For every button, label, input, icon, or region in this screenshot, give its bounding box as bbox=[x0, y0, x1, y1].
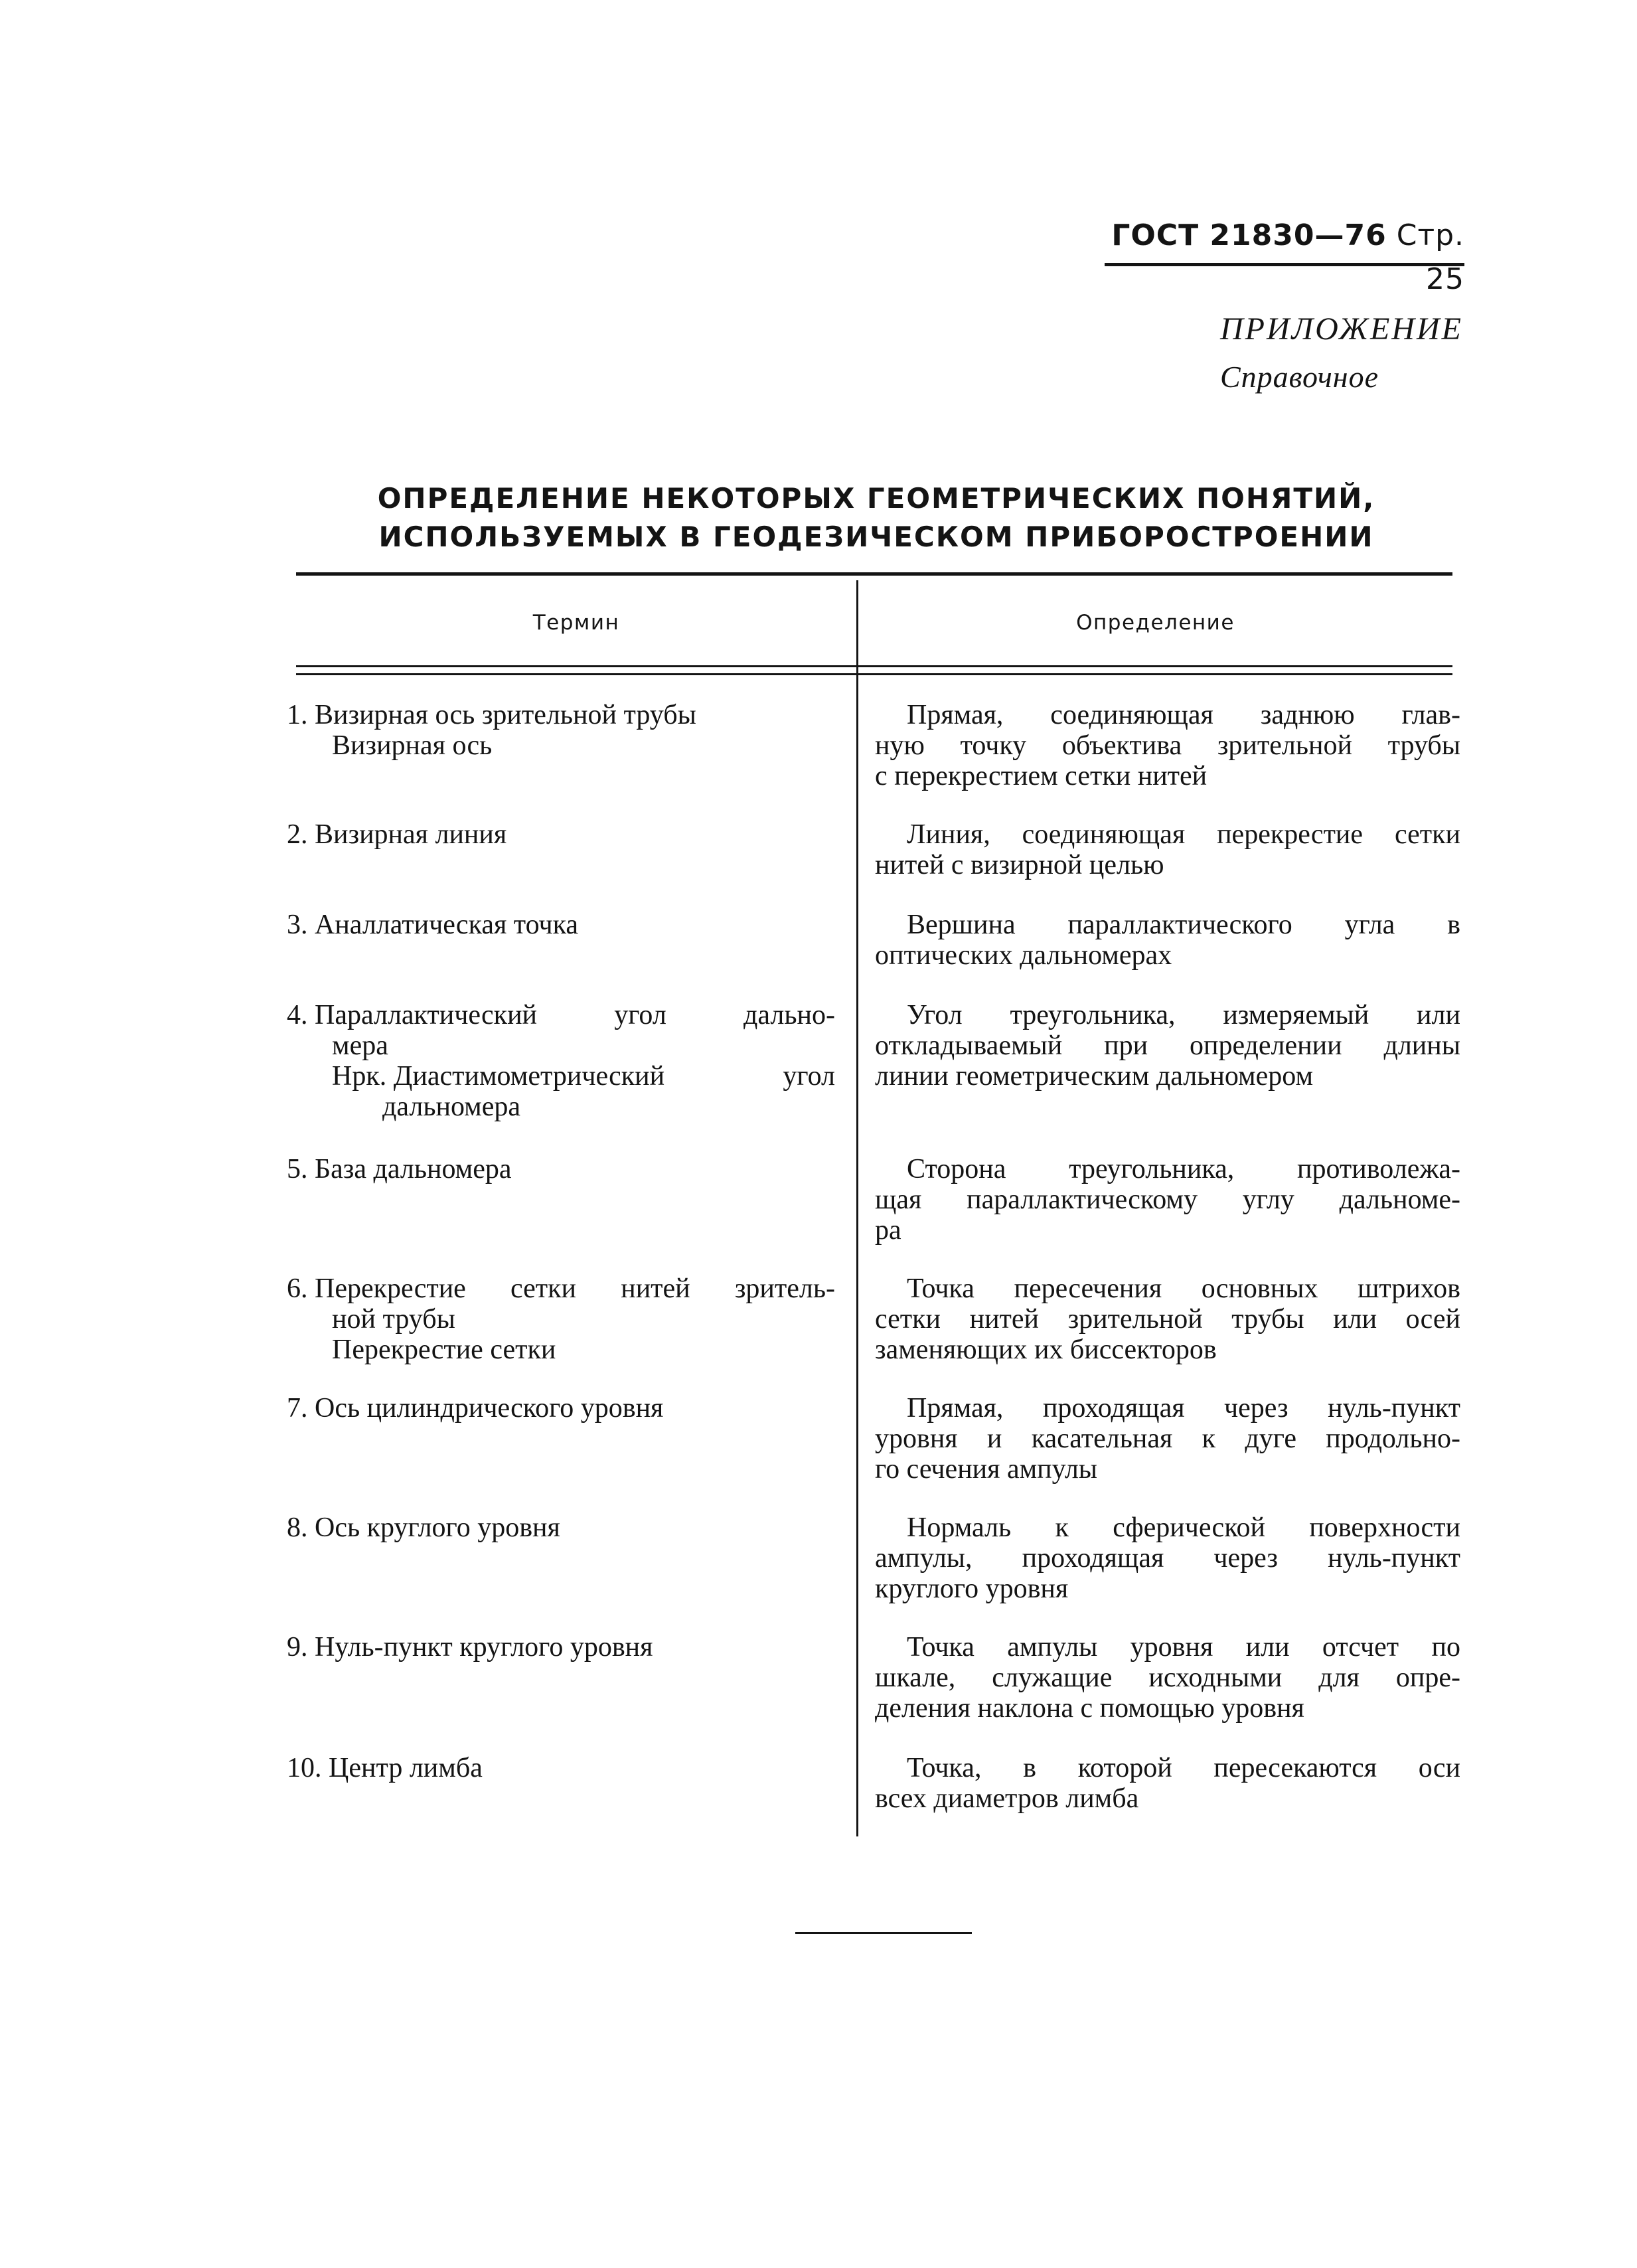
end-rule bbox=[795, 1932, 972, 1934]
row-number: 3. bbox=[287, 910, 308, 940]
table-row-term: 6. Перекрестие сетки нитей зритель- ной трубы Перекрестие сетки bbox=[287, 1273, 835, 1365]
page-number: Стр. 25 bbox=[1396, 218, 1464, 296]
table-row-definition: Сторона треугольника, противолежа- щая параллактическому углу дальноме- ра bbox=[875, 1154, 1460, 1246]
table-row-definition: Линия, соединяющая перекрестие сетки нитей с визирной целью bbox=[875, 819, 1460, 880]
table-row-definition: Прямая, проходящая через нуль-пункт уровня и касательная к дуге продольно- го сечения ампулы bbox=[875, 1393, 1460, 1485]
header-bottom-rule-2 bbox=[296, 673, 1452, 675]
term-name: Центр лимба bbox=[329, 1753, 483, 1783]
page-header bbox=[1105, 214, 1464, 296]
row-number: 6. bbox=[287, 1273, 308, 1304]
header-bottom-rule-1 bbox=[296, 665, 1452, 667]
table-row-term bbox=[287, 1393, 835, 1423]
row-number: 5. bbox=[287, 1154, 308, 1184]
table-row-definition: Нормаль к сферической поверхности ампулы, проходящая через нуль-пункт круглого уровня bbox=[875, 1512, 1460, 1604]
row-number: 10. bbox=[287, 1753, 322, 1783]
column-divider bbox=[856, 580, 858, 1836]
term-name: Нуль-пункт круглого уровня bbox=[315, 1632, 653, 1662]
table-row-definition: Точка пересечения основных штрихов сетки нитей зрительной трубы или осей заменяющих их биссекторов bbox=[875, 1273, 1460, 1365]
term-name: Визирная линия bbox=[315, 819, 507, 850]
appendix-type: Справочное bbox=[1220, 360, 1379, 394]
table-row-definition: Прямая, соединяющая заднюю глав- ную точку объектива зрительной трубы с перекрестием сетки нитей bbox=[875, 700, 1460, 791]
row-number: 1. bbox=[287, 700, 308, 730]
row-number: 4. bbox=[287, 1000, 308, 1030]
table-row-term: 4. Параллактический угол дально- мера Нрк. Диастимометрический угол дальномера bbox=[287, 1000, 835, 1122]
column-header-term: Термин bbox=[532, 611, 620, 635]
table-row-term bbox=[287, 700, 835, 761]
table-row-term bbox=[287, 1753, 835, 1783]
row-number: 2. bbox=[287, 819, 308, 850]
row-number: 9. bbox=[287, 1632, 308, 1662]
term-name: Ось цилиндрического уровня bbox=[315, 1393, 664, 1423]
term-name: База дальномера bbox=[315, 1154, 512, 1184]
term-synonym: Визирная ось bbox=[332, 730, 493, 761]
term-name: Ось круглого уровня bbox=[315, 1512, 560, 1543]
table-top-rule bbox=[296, 572, 1452, 576]
document-title bbox=[372, 479, 1381, 556]
term-name: Визирная ось зрительной трубы bbox=[315, 700, 696, 730]
appendix-label: ПРИЛОЖЕНИЕ bbox=[1220, 311, 1463, 347]
table-row-definition: Точка ампулы уровня или отсчет по шкале, служащие исходными для опре- деления наклона с помощью уровня bbox=[875, 1632, 1460, 1724]
row-number: 7. bbox=[287, 1393, 308, 1423]
table-row-term bbox=[287, 1512, 835, 1543]
term-synonym: Перекрестие сетки bbox=[332, 1335, 556, 1365]
term-name: Аналлатическая точка bbox=[315, 910, 579, 940]
table-row-definition: Точка, в которой пересекаются оси всех диаметров лимба bbox=[875, 1753, 1460, 1814]
title-line-1: ОПРЕДЕЛЕНИЕ НЕКОТОРЫХ ГЕОМЕТРИЧЕСКИХ ПОНЯТИЙ, bbox=[377, 482, 1375, 515]
table-row-term bbox=[287, 1632, 835, 1662]
table-row-definition: Вершина параллактического угла в оптических дальномерах bbox=[875, 910, 1460, 971]
table-row-term bbox=[287, 910, 835, 940]
row-number: 8. bbox=[287, 1512, 308, 1543]
table-row-term bbox=[287, 819, 835, 850]
title-line-2: ИСПОЛЬЗУЕМЫХ В ГЕОДЕЗИЧЕСКОМ ПРИБОРОСТРОЕНИИ bbox=[378, 521, 1374, 553]
table-row-term bbox=[287, 1154, 835, 1184]
standard-number: ГОСТ 21830—76 bbox=[1111, 218, 1387, 252]
column-header-definition: Определение bbox=[1076, 611, 1235, 635]
table-row-definition: Угол треугольника, измеряемый или откладываемый при определении длины линии геометрическим дальномером bbox=[875, 1000, 1460, 1092]
